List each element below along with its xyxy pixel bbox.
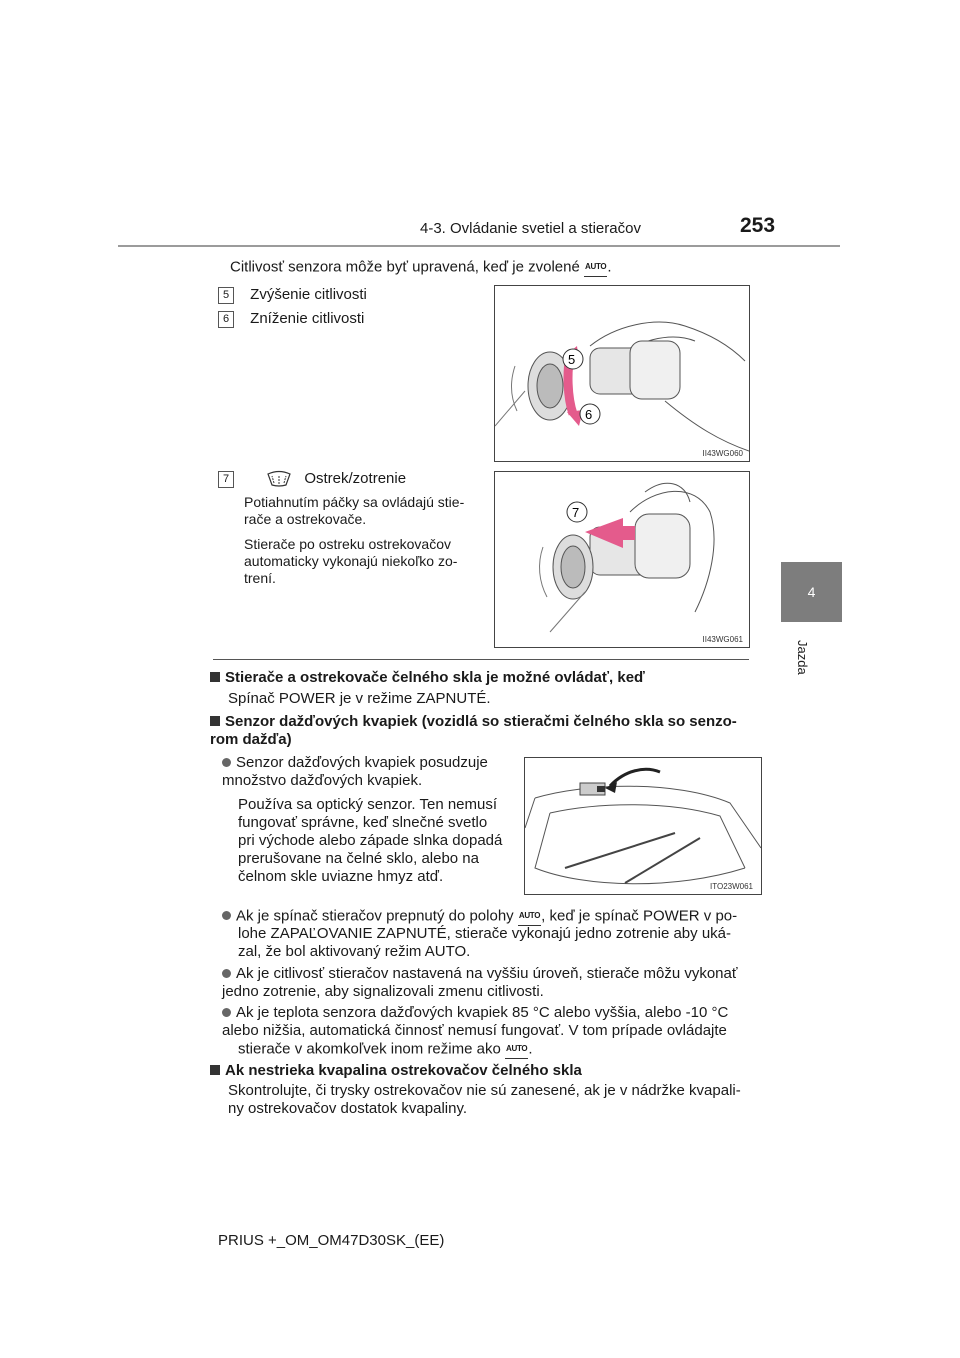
callout-7: 7 — [572, 505, 580, 520]
washer-lever-illustration — [495, 472, 749, 647]
figure-washer-lever — [494, 471, 750, 648]
figure-sensitivity-ring — [494, 285, 750, 462]
bullet-text-cont: , keď je spínač POWER v po- — [541, 907, 738, 925]
washer-symbol-icon — [266, 470, 292, 488]
bullet-auto-wipe — [222, 907, 750, 926]
bullet-temperature — [222, 1004, 750, 1040]
square-bullet-icon — [210, 716, 220, 726]
note-heading-text: Stierače a ostrekovače čelného skla je možné ovládať, keď — [225, 669, 645, 686]
header-rule — [118, 245, 840, 247]
note-heading-text: Senzor dažďových kvapiek (vozidlá so stieračmi čelného skla so senzo- rom dažďa) — [210, 713, 737, 748]
washer-text-2: Stierače po ostreku ostrekovačov automaticky vykonajú niekoľko zo- trení. — [244, 536, 458, 586]
note-heading-washer-fluid — [210, 1062, 582, 1080]
round-bullet-icon — [222, 969, 231, 978]
sensitivity-text: Citlivosť senzora môže byť upravená, keď je zvolené — [230, 258, 580, 276]
bullet-text: Senzor dažďových kvapiek posudzuje množstvo dažďových kvapiek. — [222, 754, 488, 789]
auto-symbol: AUTO — [518, 907, 541, 926]
bullet-sensitivity-wipe — [222, 965, 750, 1001]
item-label: Zvýšenie citlivosti — [250, 286, 367, 303]
sensitivity-end: . — [607, 258, 612, 276]
callout-5: 5 — [568, 352, 576, 367]
section-divider — [213, 659, 749, 660]
figure-code: ITO23W061 — [710, 882, 753, 891]
bullet-rain-sensor — [222, 754, 512, 790]
callout-number: 5 — [218, 287, 234, 304]
note-heading-operation — [210, 669, 645, 687]
bullet-auto-wipe-rest: lohe ZAPAĽOVANIE ZAPNUTÉ, stierače vykonajú jedno zotrenie aby uká- zal, že bol aktivovaný režim AUTO. — [238, 925, 732, 960]
round-bullet-icon — [222, 911, 231, 920]
bullet-optical-sensor: Používa sa optický senzor. Ten nemusí fungovať správne, keď slnečné svetlo pri východe alebo západe slnka dopadá prerušovane na čelné sklo, alebo na čelnom skle uviazne hmyz atď. — [238, 796, 503, 885]
bullet-text: Ak je spínač stieračov prepnutý do polohy — [236, 907, 514, 925]
item-label: Zníženie citlivosti — [250, 310, 365, 327]
note-body-washer-fluid: Skontrolujte, či trysky ostrekovačov nie sú zanesené, ak je v nádržke kvapali- ny ostrekovačov dostatok kvapaliny. — [228, 1082, 741, 1117]
callout-number: 6 — [218, 311, 234, 328]
callout-6: 6 — [585, 407, 593, 422]
chapter-tab: 4 — [781, 562, 842, 622]
auto-symbol: AUTO — [505, 1040, 528, 1059]
section-title: 4-3. Ovládanie svetiel a stieračov — [420, 220, 641, 237]
chapter-label: Jazda — [795, 640, 810, 675]
bullet-text: Ak je teplota senzora dažďových kvapiek 85 °C alebo vyššia, alebo -10 °C alebo nižšia, automatická činnosť nemusí fungovať. V tom prípade ovládajte — [222, 1004, 729, 1039]
bullet-temperature-end — [238, 1040, 532, 1059]
sensitivity-intro — [230, 258, 611, 277]
item-washer — [218, 470, 406, 488]
wiper-lever-illustration — [495, 286, 749, 461]
round-bullet-icon — [222, 1008, 231, 1017]
page-number: 253 — [740, 214, 776, 237]
square-bullet-icon — [210, 672, 220, 682]
document-id: PRIUS +_OM_OM47D30SK_(EE) — [218, 1232, 445, 1249]
callout-number: 7 — [218, 471, 234, 488]
round-bullet-icon — [222, 758, 231, 767]
figure-windshield-sensor — [524, 757, 762, 895]
figure-code: II43WG061 — [702, 635, 743, 644]
note-heading-text: Ak nestrieka kvapalina ostrekovačov čelného skla — [225, 1062, 582, 1079]
bullet-text: Ak je citlivosť stieračov nastavená na vyššiu úroveň, stierače môžu vykonať jedno zotrenie, aby signalizovali zmenu citlivosti. — [222, 965, 738, 1000]
square-bullet-icon — [210, 1065, 220, 1075]
note-heading-rain-sensor — [210, 713, 750, 749]
bullet-text: stierače v akomkoľvek inom režime ako — [238, 1040, 501, 1058]
washer-text-1: Potiahnutím páčky sa ovládajú stie- rače a ostrekovače. — [244, 494, 465, 527]
item-label: Ostrek/zotrenie — [304, 470, 407, 487]
note-body-power: Spínač POWER je v režime ZAPNUTÉ. — [228, 690, 491, 707]
auto-symbol: AUTO — [584, 258, 607, 277]
windshield-illustration — [525, 758, 761, 894]
item-increase-sensitivity — [218, 286, 367, 304]
bullet-end: . — [528, 1040, 533, 1058]
item-decrease-sensitivity — [218, 310, 364, 328]
figure-code: II43WG060 — [702, 449, 743, 458]
